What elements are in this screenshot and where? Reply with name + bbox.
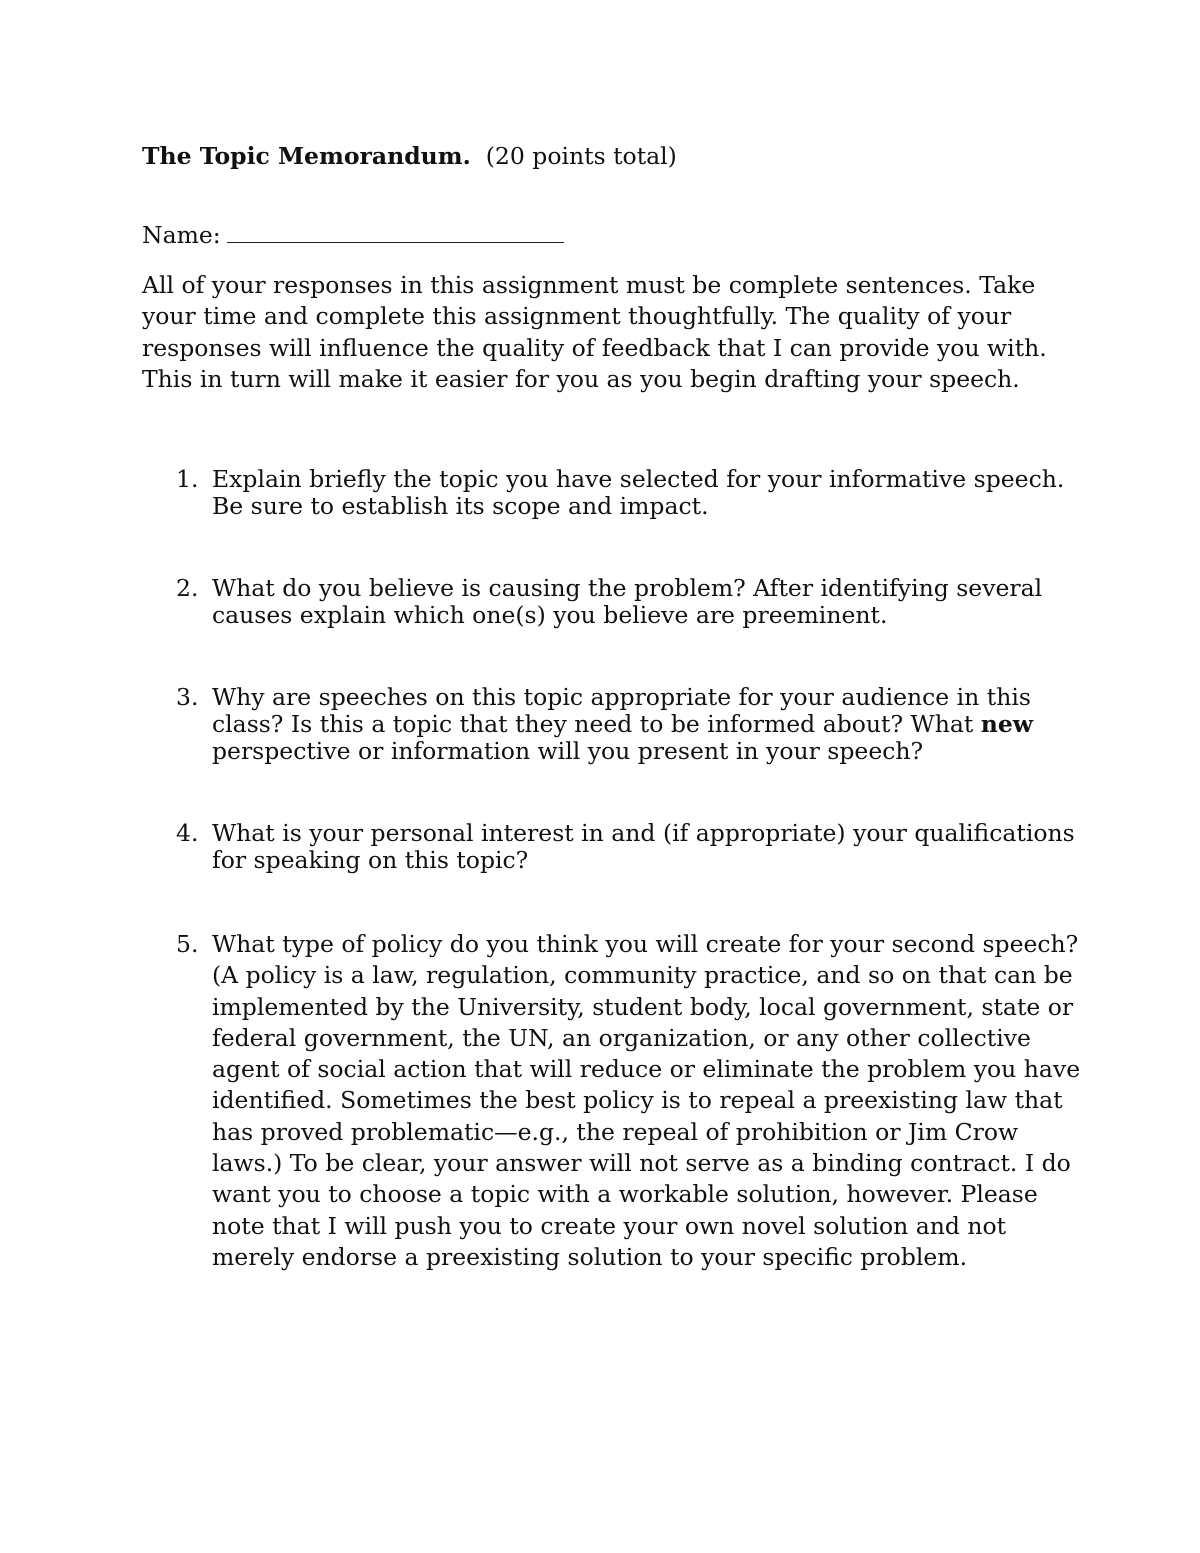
- question-item-3: [142, 684, 1082, 765]
- title-bold: The Topic Memorandum.: [142, 142, 471, 170]
- question-item-1: [142, 466, 1082, 520]
- question-text-bold: new: [980, 710, 1034, 738]
- question-number: 2.: [176, 574, 199, 602]
- name-label: Name:: [142, 221, 221, 249]
- question-text: What type of policy do you think you will create for your second speech? (A policy is a law, regulation, community practice, and so on that can be implemented by the University, student body, local government, state or federal government, the UN, an organization, or any other collective agent of social action that will reduce or eliminate the problem you have identified. Sometimes the best policy is to repeal a preexisting law that has proved problematic—e.g., the repeal of prohibition or Jim Crow laws.) To be clear, your answer will not serve as a binding contract. I do want you to choose a topic with a workable solution, however. Please note that I will push you to create your own novel solution and not merely endorse a preexisting solution to your specific problem.: [212, 930, 1081, 1271]
- title-points: (20 points total): [485, 142, 677, 170]
- question-text-before: Why are speeches on this topic appropriate for your audience in this class? Is this a topic that they need to be informed about? What: [212, 683, 1031, 738]
- name-blank-underline: [227, 218, 564, 243]
- question-text: What do you believe is causing the problem? After identifying several causes explain which one(s) you believe are preeminent.: [212, 574, 1043, 629]
- question-text-after: perspective or information will you present in your speech?: [212, 737, 924, 765]
- question-text: [212, 683, 1033, 765]
- question-text: What is your personal interest in and (if appropriate) your qualifications for speaking on this topic?: [212, 819, 1075, 874]
- question-number: 1.: [176, 465, 199, 493]
- name-field-line: [142, 218, 564, 251]
- question-number: 4.: [176, 819, 199, 847]
- page-title: [142, 140, 677, 172]
- question-item-2: [142, 575, 1082, 629]
- intro-paragraph: All of your responses in this assignment must be complete sentences. Take your time and complete this assignment thoughtfully. The quality of your responses will influence the quality of feedback that I can provide you with. This in turn will make it easier for you as you begin drafting your speech.: [142, 271, 1047, 393]
- question-item-4: [142, 820, 1082, 874]
- question-list: [142, 466, 1082, 1328]
- question-number: 3.: [176, 683, 199, 711]
- question-number: 5.: [176, 930, 199, 958]
- question-text: Explain briefly the topic you have selected for your informative speech. Be sure to establish its scope and impact.: [212, 465, 1065, 520]
- question-item-5: [142, 929, 1082, 1273]
